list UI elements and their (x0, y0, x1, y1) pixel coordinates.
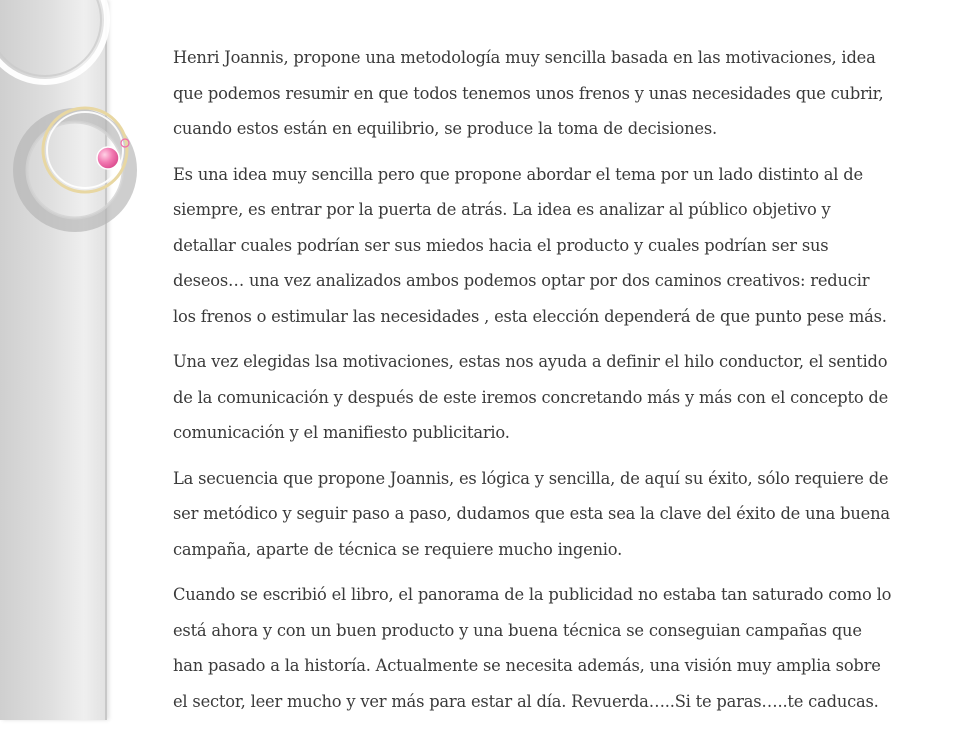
paragraph-2: Es una idea muy sencilla pero que propone abordar el tema por un lado distinto al de siempre, es entrar por la puerta de atrás. La idea es analizar al público objetivo y detallar cuales podrían ser sus miedos hacia el producto y cuales podrían ser sus deseos… una vez analizados ambos podemos optar por dos caminos creativos: reducir los frenos o estimular las necesidades , esta elección dependerá de que punto pese más. (173, 164, 887, 326)
decorative-circles (0, 0, 160, 300)
large-ring-top (0, 0, 107, 82)
paragraph-3: Una vez elegidas lsa motivaciones, estas nos ayuda a definir el hilo conductor, el sentido de la comunicación y después de este iremos concretando más y más con el concepto de comunicación y el manifiesto publicitario. (173, 352, 889, 442)
body-text (173, 40, 893, 729)
paragraph-1: Henri Joannis, propone una metodología muy sencilla basada en las motivaciones, idea que podemos resumir en que todos tenemos unos frenos y unas necesidades que cubrir, cuando estos están en equilibrio, se produce la toma de decisiones. (173, 48, 884, 138)
paragraph-4: La secuencia que propone Joannis, es lógica y sencilla, de aquí su éxito, sólo requiere de ser metódico y seguir paso a paso, dudamos que esta sea la clave del éxito de una buena campaña, aparte de técnica se requiere mucho ingenio. (173, 468, 890, 559)
gray-ring-middle (20, 115, 130, 225)
pink-dot-icon (97, 147, 119, 169)
paragraph-5: Cuando se escribió el libro, el panorama de la publicidad no estaba tan saturado como lo está ahora y con un buen producto y una buena técnica se conseguian campañas que han pasado a la historía. Actualmente se necesita además, una visión muy amplia sobre el sector, leer mucho y ver más para estar al día. Revuerda…..Si te paras…..te caducas. (173, 585, 892, 711)
decorative-sidebar (0, 0, 107, 720)
